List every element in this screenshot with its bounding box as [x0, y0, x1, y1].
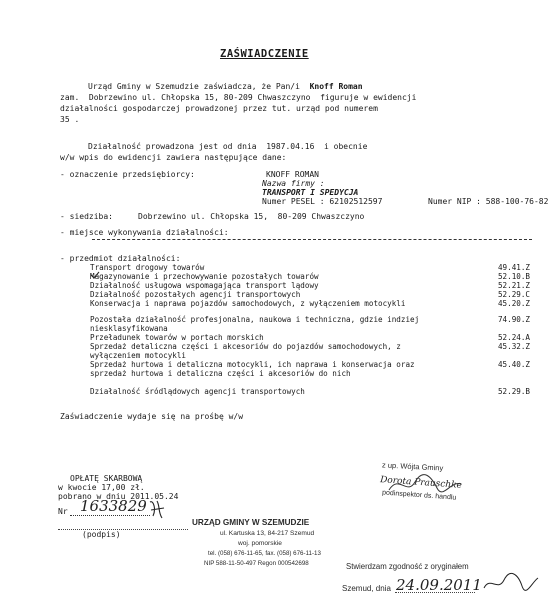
purpose-line: Zaświadczenie wydaje się na prośbę w/w — [60, 412, 244, 421]
activity-code: 52.29.C — [497, 290, 530, 299]
activity-code: 52.29.B — [497, 387, 530, 396]
activity-item: Działalność pozostałych agencji transportowych — [90, 290, 301, 299]
activity-code: 45.32.Z — [497, 342, 530, 351]
activity-item: Sprzedaż detaliczna części i akcesoriów do pojazdów samochodowych, z wyłączeniem motocykli — [90, 342, 401, 360]
activity-code: 74.90.Z — [497, 315, 530, 324]
activity-item: Działalność usługowa wspomagająca transport lądowy — [90, 281, 319, 290]
entrepreneur-label: - oznaczenie przedsiębiorcy: — [60, 170, 195, 179]
intro-line-3: działalności gospodarczej prowadzonej przez tut. urząd pod numerem — [60, 104, 378, 113]
checkmark-icon — [90, 264, 100, 283]
activity-code: 52.21.Z — [497, 281, 530, 290]
fee-signature-label: (podpis) — [82, 530, 121, 539]
fee-line-1: OPŁATĘ SKARBOWĄ — [70, 474, 143, 483]
signature-role: podinspektor ds. handlu — [381, 489, 457, 502]
since-date: 1987.04.16 — [266, 142, 315, 151]
pesel-number: Numer PESEL : 62102512597 — [262, 197, 383, 206]
person-name: Knoff Roman — [309, 82, 363, 91]
activity-code: 52.10.B — [497, 272, 530, 281]
firm-name: TRANSPORT I SPEDYCJA — [262, 188, 359, 197]
fee-number-label: Nr — [58, 507, 68, 516]
activity-item: Magazynowanie i przechowywanie pozostałych towarów — [90, 272, 319, 281]
activity-item: Sprzedaż hurtowa i detaliczna motocykli, ich naprawa i konserwacja oraz sprzedaż hurtowa i detaliczna części i akcesoriów do nich — [90, 360, 415, 378]
conformity-stamp: Stwierdzam zgodność z oryginałem — [346, 562, 469, 571]
handwritten-date: 24.09.2011 — [396, 576, 482, 594]
office-stamp-phone: tel. (058) 676-11-65, fax. (058) 676-11-13 — [208, 550, 321, 557]
since-line-2: w/w wpis do ewidencji zawiera następujące dane: — [60, 153, 287, 162]
fee-line-3: pobrano w dniu 2011.05.24 — [58, 492, 179, 501]
intro-line-1: Urząd Gminy w Szemudzie zaświadcza, że Pan/i Knoff Roman — [88, 82, 363, 91]
activity-code: 45.20.Z — [497, 299, 530, 308]
register-number: 35 . — [60, 115, 80, 124]
conformity-signature — [480, 570, 540, 596]
nip-number: Numer NIP : 588-100-76-82 — [428, 197, 549, 206]
activity-item: Pozostała działalność profesjonalna, naukowa i techniczna, gdzie indziej niesklasyfikowana — [90, 315, 420, 333]
activity-item: Transport drogowy towarów — [90, 263, 205, 272]
since-line-1: Działalność prowadzona jest od dnia 1987.04.16 i obecnie — [88, 142, 368, 151]
subject-label: - przedmiot działalności: — [60, 254, 181, 263]
seat-label: - siedziba: — [60, 212, 113, 221]
activity-item: Działalność śródlądowych agencji transportowych — [90, 387, 305, 396]
signature-line — [58, 529, 188, 530]
seat-address: Dobrzewino ul. Chłopska 15, 80-209 Chwaszczyno — [138, 212, 365, 221]
mayor-stamp-line: z up. Wójta Gminy — [381, 460, 444, 473]
place-of-business-line — [92, 239, 532, 240]
place-date-label: Szemud, dnia — [342, 584, 391, 593]
activity-code: 49.41.Z — [497, 263, 530, 272]
handwritten-signature — [385, 470, 465, 500]
signature-name: Dorota Prauschke — [379, 475, 463, 491]
fee-line-2: w kwocie 17,00 zł. — [58, 483, 145, 492]
fee-number-line — [70, 515, 150, 516]
entrepreneur-name: KNOFF ROMAN — [266, 170, 319, 179]
activity-code: 52.24.A — [497, 333, 530, 342]
office-stamp-ids: NIP 588-11-50-497 Regon 000542698 — [204, 560, 309, 567]
fee-number-handwritten: 1633829 — [80, 497, 147, 515]
office-stamp-region: woj. pomorskie — [238, 540, 282, 547]
date-line — [395, 592, 475, 593]
office-stamp-address: ul. Kartuska 13, 84-217 Szemud — [220, 530, 315, 537]
firm-name-label: Nazwa firmy : — [262, 179, 325, 188]
document-title: ZAŚWIADCZENIE — [220, 48, 309, 60]
activity-code: 45.40.Z — [497, 360, 530, 369]
activity-item: Przeładunek towarów w portach morskich — [90, 333, 264, 342]
intro-line-2: zam. Dobrzewino ul. Chłopska 15, 80-209 Chwaszczyno figuruje w ewidencji — [60, 93, 417, 102]
office-stamp-name: URZĄD GMINY W SZEMUDZIE — [192, 518, 310, 527]
fee-signature — [148, 498, 168, 520]
activity-item: Konserwacja i naprawa pojazdów samochodowych, z wyłączeniem motocykli — [90, 299, 406, 308]
place-of-business-label: - miejsce wykonywania działalności: — [60, 228, 229, 237]
